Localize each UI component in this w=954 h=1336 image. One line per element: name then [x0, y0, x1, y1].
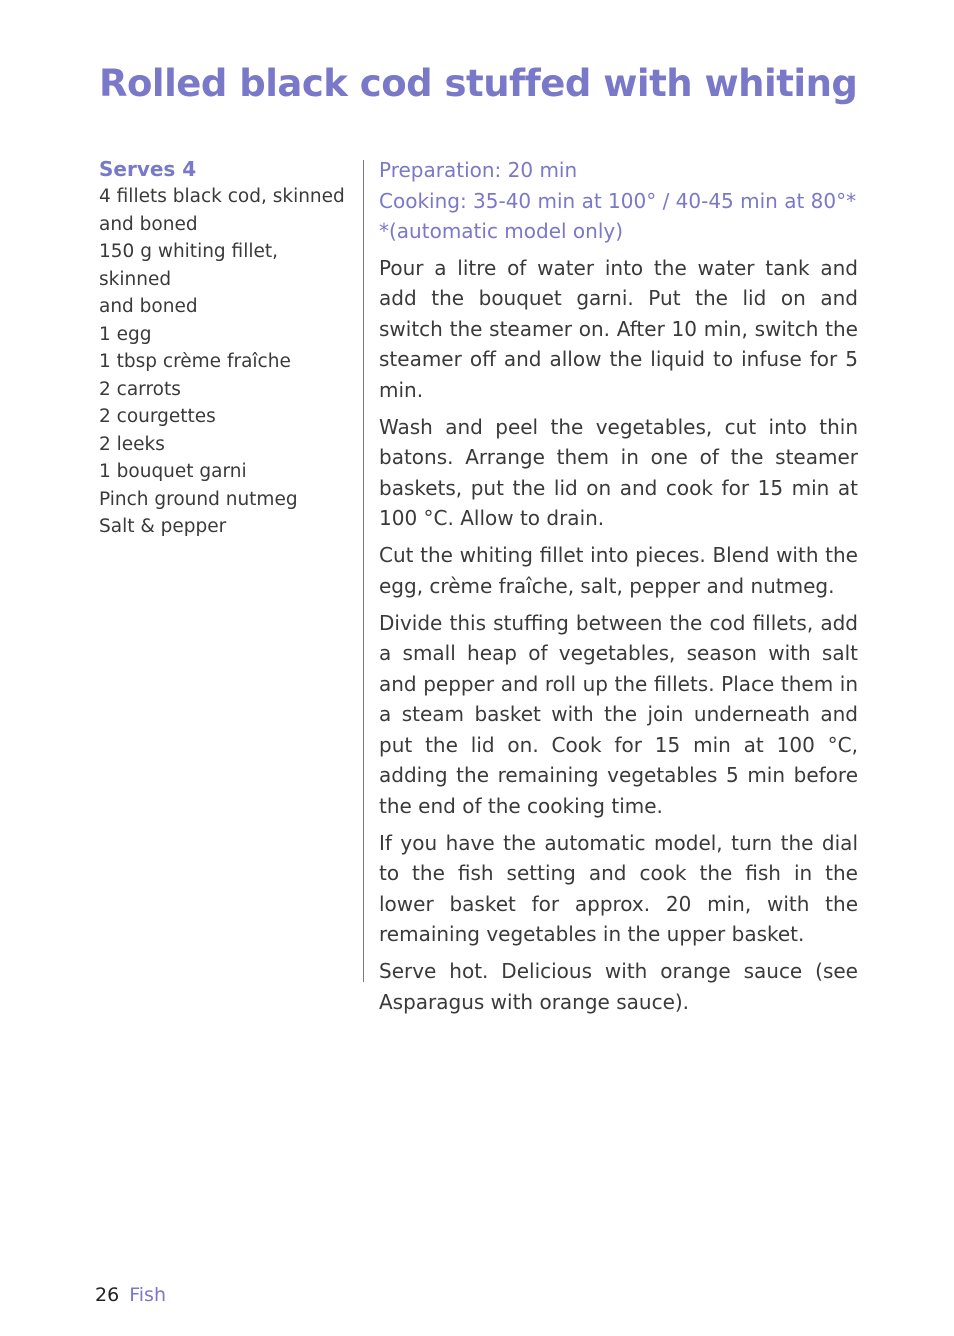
method-column — [379, 155, 858, 1024]
section-name: Fish — [129, 1284, 167, 1306]
ingredient-item: 1 egg — [99, 323, 152, 345]
ingredient-item: 2 carrots — [99, 378, 181, 400]
method-step: Cut the whiting fillet into pieces. Blend with the egg, crème fraîche, salt, pepper and nutmeg. — [379, 543, 858, 598]
ingredient-item: and boned — [99, 296, 198, 317]
ingredient-item: Salt & pepper — [99, 516, 227, 537]
ingredient-list — [99, 183, 354, 541]
ingredients-column — [99, 155, 354, 541]
ingredient-item: 2 courgettes — [99, 406, 216, 427]
method-steps — [379, 253, 858, 1018]
ingredient-item: and boned — [99, 213, 198, 235]
ingredient-item: Pinch ground nutmeg — [99, 488, 298, 510]
page-footer — [95, 1281, 166, 1309]
ingredient-item: 1 tbsp crème fraîche — [99, 351, 291, 372]
preparation-time: Preparation: 20 min — [379, 158, 578, 182]
method-step: Wash and peel the vegetables, cut into thin batons. Arrange them in one of the steamer baskets, put the lid on and cook for 15 min at 100 °C. Allow to drain. — [379, 414, 858, 530]
method-step: Serve hot. Delicious with orange sauce (see Asparagus with orange sauce). — [379, 959, 858, 1014]
automatic-model-note: *(automatic model only) — [379, 219, 624, 243]
ingredient-item: 1 bouquet garni — [99, 461, 247, 482]
page-title: Rolled black cod stuffed with whiting — [99, 62, 858, 105]
ingredient-item: 150 g whiting fillet, skinned — [99, 241, 279, 290]
ingredient-item: 4 fillets black cod, skinned — [99, 186, 345, 207]
cooking-time: Cooking: 35-40 min at 100° / 40-45 min at 80°* — [379, 188, 857, 213]
method-step: Pour a litre of water into the water tank and add the bouquet garni. Put the lid on and switch the steamer on. After 10 min, switch the steamer off and allow the liquid to infuse for 5 min. — [379, 255, 858, 402]
ingredient-item: 2 leeks — [99, 433, 165, 455]
method-step: If you have the automatic model, turn the dial to the fish setting and cook the fish in the lower basket for approx. 20 min, with the remaining vegetables in the upper basket. — [379, 830, 858, 946]
method-step: Divide this stuffing between the cod fillets, add a small heap of vegetables, season with salt and pepper and roll up the fillets. Place them in a steam basket with the join underneath and put the lid on. Cook for 15 min at 100 °C, adding the remaining vegetables 5 min before the end of the cooking time. — [379, 610, 858, 818]
page-number: 26 — [95, 1284, 120, 1306]
column-divider — [363, 160, 364, 982]
serves-heading: Serves 4 — [99, 157, 197, 181]
